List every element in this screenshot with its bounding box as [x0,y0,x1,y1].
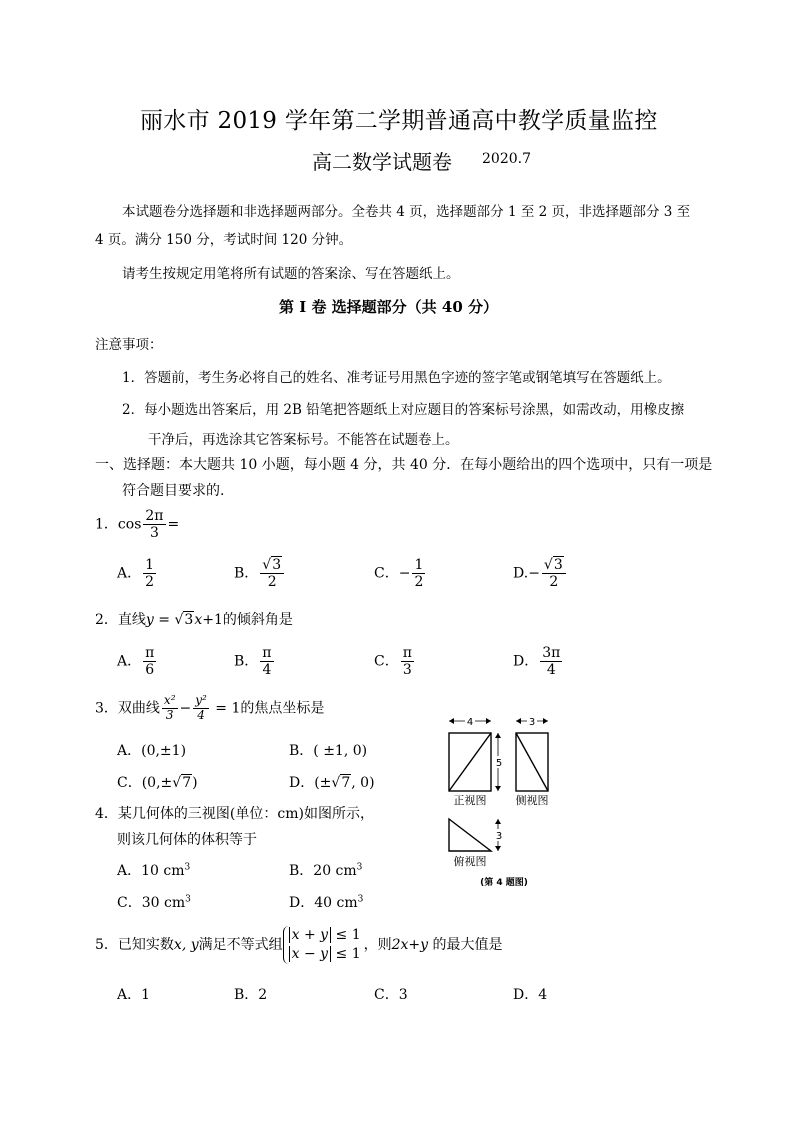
q1-option-b: B． $\frac{√3}{2}$ [234,557,286,590]
svg-text:4: 4 [466,717,474,728]
side-view [516,733,548,791]
note-item-2-cont: 干净后，再选涂其它答案标号。不能答在试题卷上。 [148,432,459,448]
q2-option-b: B． $\frac{\pi}{4}$ [234,645,272,679]
q5-option-b: B．2 [234,987,268,1003]
front-width-dimension [449,715,491,728]
q4-option-a: A．10 $cm^3$ [117,862,191,879]
inequality-system: x + y ≤ 1 x − y ≤ 1 [283,926,364,964]
notes-heading: 注意事项： [95,337,163,353]
q5-option-c: C．3 [374,987,408,1003]
top-depth-dimension [495,819,503,851]
note-item-1: 1．答题前，考生务必将自己的姓名、准考证号用黑色字迹的签字笔或钢笔填写在答题纸上。 [122,370,671,386]
part-one-instruction: 一、选择题：本大题共 10 小题，每小题 4 分，共 40 分．在每小题给出的四个选项中，只有一项是 [95,457,713,473]
side-width-dimension [516,715,548,728]
top-view [449,819,491,851]
q4-option-d: D．40 $cm^3$ [289,894,364,911]
paper-subtitle: 高二数学试题卷 [312,150,452,174]
q2-option-d: D． $\frac{3\pi}{4}$ [513,645,561,679]
q1-option-c: C．− $\frac{1}{2}$ [374,557,424,591]
cos-function: cos [117,516,142,533]
q3-option-c: C．(0,±√7) [117,775,198,791]
section-title: 第 I 卷 选择题部分（共 40 分） [279,298,499,316]
question-4-cont: 则该几何体的体积等于 [117,832,257,848]
q4-option-b: B．20 $cm^3$ [289,862,363,879]
svg-text:3: 3 [528,717,536,728]
note-item-2: 2．每小题选出答案后，用 2B 铅笔把答题纸上对应题目的答案标号涂黑，如需改动，用橡皮擦 [122,402,685,418]
fraction: $\frac{2\pi}{3}$ [145,508,164,542]
q3-option-a: A．(0,±1) [117,743,187,759]
q2-option-c: C． $\frac{\pi}{3}$ [374,645,412,679]
svg-text:3: 3 [495,831,503,842]
q2-option-a: A． $\frac{\pi}{6}$ [117,645,155,679]
front-view [449,733,491,791]
figure-caption: (第 4 题图) [480,878,528,888]
height-dimension [495,733,503,791]
part-one-instruction-cont: 符合题目要求的. [122,483,225,499]
top-view-label: 俯视图 [453,855,487,868]
intro-line-1: 本试题卷分选择题和非选择题两部分。全卷共 4 页，选择题部分 1 至 2 页，非选择题部分 3 至 [122,204,691,220]
svg-text:5: 5 [495,758,503,769]
exam-date: 2020.7 [482,151,531,167]
question-5: 5．已知实数x, y满足不等式组 x + y ≤ 1 x − y ≤ 1 ，则2x+y 的最大值是 [95,927,503,962]
q3-option-d: D．(±√7, 0) [289,775,375,791]
question-number: 1． [95,516,118,533]
question-1: 1．cos $\frac{2\pi}{3}$ = [95,508,180,542]
q1-option-d: D.− $\frac{√3}{2}$ [513,557,568,590]
intro-line-2: 4 页。满分 150 分，考试时间 120 分钟。 [95,232,353,248]
question-2: 2．直线y = √3x+1的倾斜角是 [95,612,293,628]
q3-option-b: B．( ±1, 0) [289,743,368,759]
front-view-label: 正视图 [453,794,487,807]
three-view-figure [440,712,570,892]
q1-option-a: A． $\frac{1}{2}$ [117,557,155,591]
q4-option-c: C．30 $cm^3$ [117,894,191,911]
side-view-label: 侧视图 [515,794,549,807]
intro-line-3: 请考生按规定用笔将所有试题的答案涂、写在答题纸上。 [122,266,460,282]
q5-option-d: D．4 [513,987,548,1003]
q5-option-a: A．1 [117,987,151,1003]
question-4: 4．某几何体的三视图(单位：cm)如图所示， [95,806,374,822]
question-3: 3．双曲线 $\frac{\text{x²}}{3}$ − $\frac{\text{y²}}{4}$ = 1的焦点坐标是 [95,693,325,722]
exam-title: 丽水市 2019 学年第二学期普通高中教学质量监控 [140,108,658,134]
